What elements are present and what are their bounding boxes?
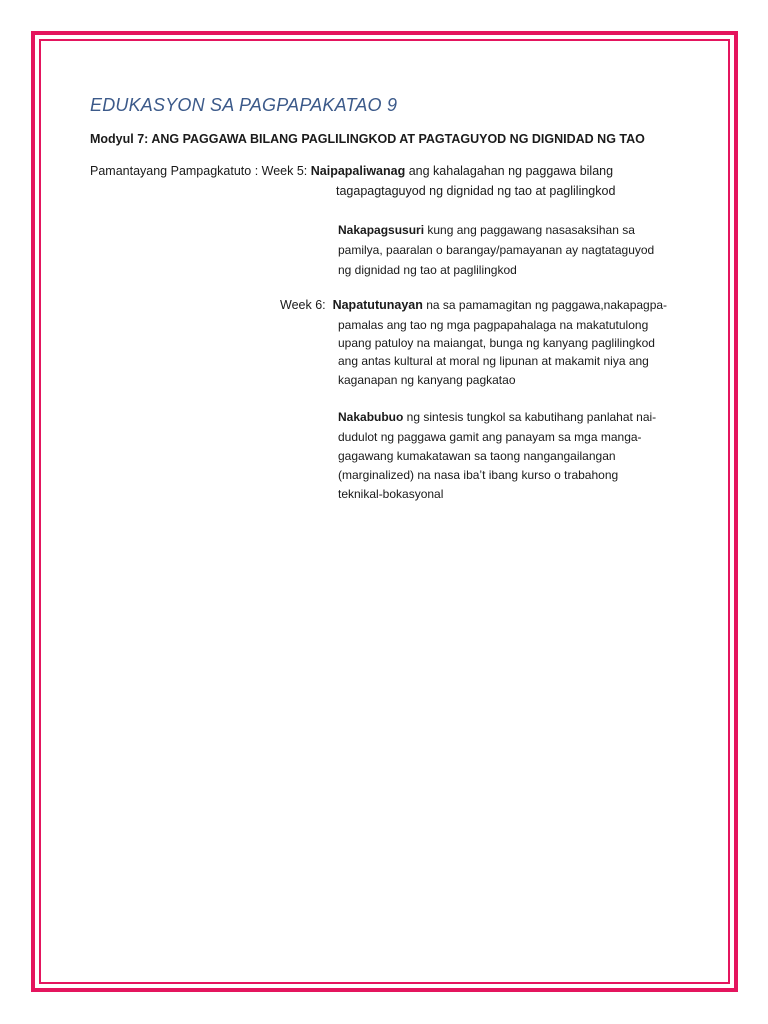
standards-label: Pamantayang Pampagkatuto : Week 5: [90,164,308,178]
week6-label: Week 6: [280,298,326,312]
week6-item1-line4: ang antas kultural at moral ng lipunan at makamit niya ang [338,354,649,368]
week5-item2-text: kung ang paggawang nasasaksihan sa [424,223,635,237]
week5-item2-line3: ng dignidad ng tao at paglilingkod [338,263,517,277]
week6-item1-line3: upang patuloy na maiangat, bunga ng kanyang paglilingkod [338,336,655,350]
week6-line1 [280,298,667,312]
week6-item2-line5: teknikal-bokasyonal [338,487,444,501]
week6-item2-keyword: Nakabubuo [338,410,404,424]
module-title: Modyul 7: ANG PAGGAWA BILANG PAGLILINGKOD AT PAGTAGUYOD NG DIGNIDAD NG TAO [90,132,645,146]
week5-item2-line2: pamilya, paaralan o barangay/pamayanan ay nagtataguyod [338,243,655,257]
week6-item1-keyword: Napatutunayan [332,298,423,312]
week6-item1-line2: pamalas ang tao ng mga pagpapahalaga na makatutulong [338,318,649,332]
standards-line [90,164,613,178]
week6-item2-line1 [338,410,656,424]
week5-item2-keyword: Nakapagsusuri [338,223,425,237]
week5-item2-line1 [338,223,635,237]
week5-item1-keyword: Naipapaliwanag [310,164,406,178]
week6-item2-line3: gagawang kumakatawan sa taong nangangailangan [338,449,616,463]
page-border-inner [39,39,730,984]
week6-item1-line5: kaganapan ng kanyang pagkatao [338,373,516,387]
week5-item1-text: ang kahalagahan ng paggawa bilang [405,164,614,178]
week6-item2-text: ng sintesis tungkol sa kabutihang panlahat nai- [403,410,657,424]
week6-item2-line2: dudulot ng paggawa gamit ang panayam sa mga manga- [338,430,642,444]
week5-item1-line2: tagapagtaguyod ng dignidad ng tao at paglilingkod [336,184,616,198]
week6-item2-line4: (marginalized) na nasa iba’t ibang kurso o trabahong [338,468,619,482]
week6-item1-text: na sa pamamagitan ng paggawa,nakapagpa- [422,298,668,312]
document-heading: EDUKASYON SA PAGPAPAKATAO 9 [90,95,398,115]
